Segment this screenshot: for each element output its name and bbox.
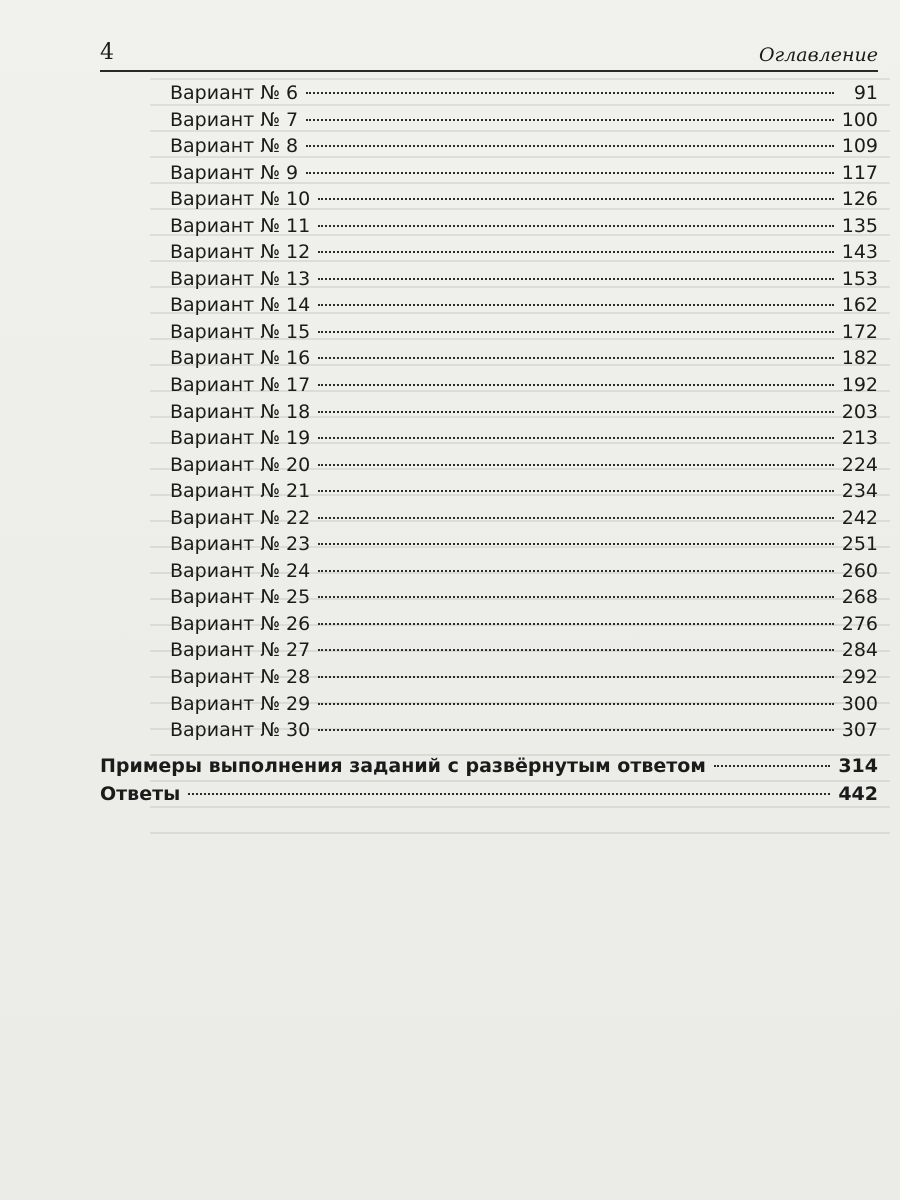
dot-leader: [188, 793, 830, 795]
toc-entry-variant: [100, 292, 878, 319]
dot-leader: [318, 411, 833, 413]
toc-entry-label: Вариант № 28: [170, 666, 311, 689]
toc-entry-variant: [100, 584, 878, 611]
running-title: Оглавление: [758, 44, 878, 66]
toc-entry-page-number: 172: [841, 320, 878, 343]
toc-entry-variant: [100, 319, 878, 346]
dot-leader: [318, 304, 833, 306]
toc-entry-label: Вариант № 21: [170, 480, 311, 503]
toc-entry-section: [100, 780, 878, 808]
toc-entry-page-number: 143: [841, 241, 878, 264]
dot-leader: [318, 729, 833, 731]
toc-entry-label: Вариант № 11: [170, 214, 311, 237]
dot-leader: [318, 464, 833, 466]
toc-entry-label: Вариант № 9: [170, 161, 299, 184]
toc-entry-variant: [100, 717, 878, 744]
toc-entry-label: Ответы: [100, 782, 181, 805]
toc-entry-page-number: 442: [838, 782, 878, 805]
toc-entry-label: Вариант № 18: [170, 400, 311, 423]
toc-entry-variant: [100, 505, 878, 532]
toc-entry-page-number: 153: [841, 267, 878, 290]
toc-entry-page-number: 292: [841, 666, 878, 689]
toc-entry-label: Вариант № 24: [170, 559, 311, 582]
toc-entry-label: Вариант № 6: [170, 82, 299, 104]
table-of-contents: [100, 80, 878, 808]
dot-leader: [318, 649, 833, 651]
toc-entry-page-number: 192: [841, 374, 878, 397]
toc-entry-variant: [100, 558, 878, 585]
toc-entry-page-number: 182: [841, 347, 878, 370]
toc-entry-page-number: 276: [841, 612, 878, 635]
toc-entry-variant: [100, 691, 878, 718]
dot-leader: [318, 198, 833, 200]
page-header: [100, 40, 878, 70]
toc-entry-label: Вариант № 15: [170, 320, 311, 343]
toc-entry-variant: [100, 452, 878, 479]
dot-leader: [714, 765, 830, 767]
dot-leader: [318, 225, 833, 227]
dot-leader: [318, 623, 833, 625]
toc-entry-label: Вариант № 19: [170, 427, 311, 450]
toc-entry-variant: [100, 160, 878, 187]
toc-entry-section: [100, 752, 878, 780]
toc-entry-variant: [100, 637, 878, 664]
toc-entry-label: Вариант № 16: [170, 347, 311, 370]
toc-entry-label: Вариант № 14: [170, 294, 311, 317]
dot-leader: [318, 543, 833, 545]
page-number: 4: [100, 40, 114, 65]
toc-entry-label: Вариант № 12: [170, 241, 311, 264]
toc-entry-page-number: 284: [841, 639, 878, 662]
toc-entry-label: Вариант № 20: [170, 453, 311, 476]
toc-entry-page-number: 307: [841, 719, 878, 742]
toc-entry-page-number: 260: [841, 559, 878, 582]
dot-leader: [318, 596, 833, 598]
toc-entry-variant: [100, 133, 878, 160]
toc-entry-variant: [100, 372, 878, 399]
toc-entry-variant: [100, 425, 878, 452]
dot-leader: [318, 331, 833, 333]
toc-entry-page-number: 162: [841, 294, 878, 317]
toc-entry-label: Вариант № 29: [170, 692, 311, 715]
toc-entry-page-number: 91: [853, 82, 878, 104]
toc-entry-variant: [100, 399, 878, 426]
toc-entry-label: Вариант № 26: [170, 612, 311, 635]
toc-entry-page-number: 117: [841, 161, 878, 184]
toc-entry-label: Вариант № 10: [170, 188, 311, 211]
toc-entry-page-number: 224: [841, 453, 878, 476]
toc-entry-label: Примеры выполнения заданий с развёрнутым ответом: [100, 754, 706, 777]
toc-entry-page-number: 203: [841, 400, 878, 423]
dot-leader: [318, 251, 833, 253]
toc-entry-page-number: 126: [841, 188, 878, 211]
toc-entry-label: Вариант № 27: [170, 639, 311, 662]
toc-entry-variant: [100, 478, 878, 505]
toc-entry-variant: [100, 664, 878, 691]
dot-leader: [318, 357, 833, 359]
dot-leader: [318, 384, 833, 386]
toc-entry-variant: [100, 107, 878, 134]
toc-entry-variant: [100, 239, 878, 266]
toc-entry-variant: [100, 213, 878, 240]
toc-entry-label: Вариант № 8: [170, 135, 299, 158]
dot-leader: [318, 278, 833, 280]
toc-entry-page-number: 300: [841, 692, 878, 715]
toc-entry-page-number: 213: [841, 427, 878, 450]
toc-entry-page-number: 109: [841, 135, 878, 158]
toc-entry-label: Вариант № 23: [170, 533, 311, 556]
dot-leader: [306, 172, 834, 174]
toc-entry-page-number: 100: [841, 108, 878, 131]
toc-entry-page-number: 242: [841, 506, 878, 529]
toc-entry-label: Вариант № 22: [170, 506, 311, 529]
dot-leader: [306, 145, 834, 147]
toc-entry-page-number: 234: [841, 480, 878, 503]
toc-sections-list: [100, 752, 878, 808]
dot-leader: [306, 119, 834, 121]
toc-entry-page-number: 251: [841, 533, 878, 556]
toc-entry-variant: [100, 531, 878, 558]
toc-entry-variant: [100, 345, 878, 372]
dot-leader: [318, 517, 833, 519]
dot-leader: [306, 92, 834, 94]
toc-entry-variant: [100, 80, 878, 107]
header-rule: [100, 70, 878, 72]
toc-entry-page-number: 314: [838, 754, 878, 777]
toc-entry-label: Вариант № 13: [170, 267, 311, 290]
toc-entry-variant: [100, 266, 878, 293]
toc-entry-variant: [100, 186, 878, 213]
toc-entry-page-number: 268: [841, 586, 878, 609]
toc-entry-label: Вариант № 7: [170, 108, 299, 131]
toc-entry-label: Вариант № 17: [170, 374, 311, 397]
toc-variants-list: [100, 80, 878, 744]
toc-entry-variant: [100, 611, 878, 638]
dot-leader: [318, 703, 833, 705]
dot-leader: [318, 676, 833, 678]
toc-entry-label: Вариант № 25: [170, 586, 311, 609]
dot-leader: [318, 490, 833, 492]
toc-entry-label: Вариант № 30: [170, 719, 311, 742]
dot-leader: [318, 437, 833, 439]
dot-leader: [318, 570, 833, 572]
toc-entry-page-number: 135: [841, 214, 878, 237]
